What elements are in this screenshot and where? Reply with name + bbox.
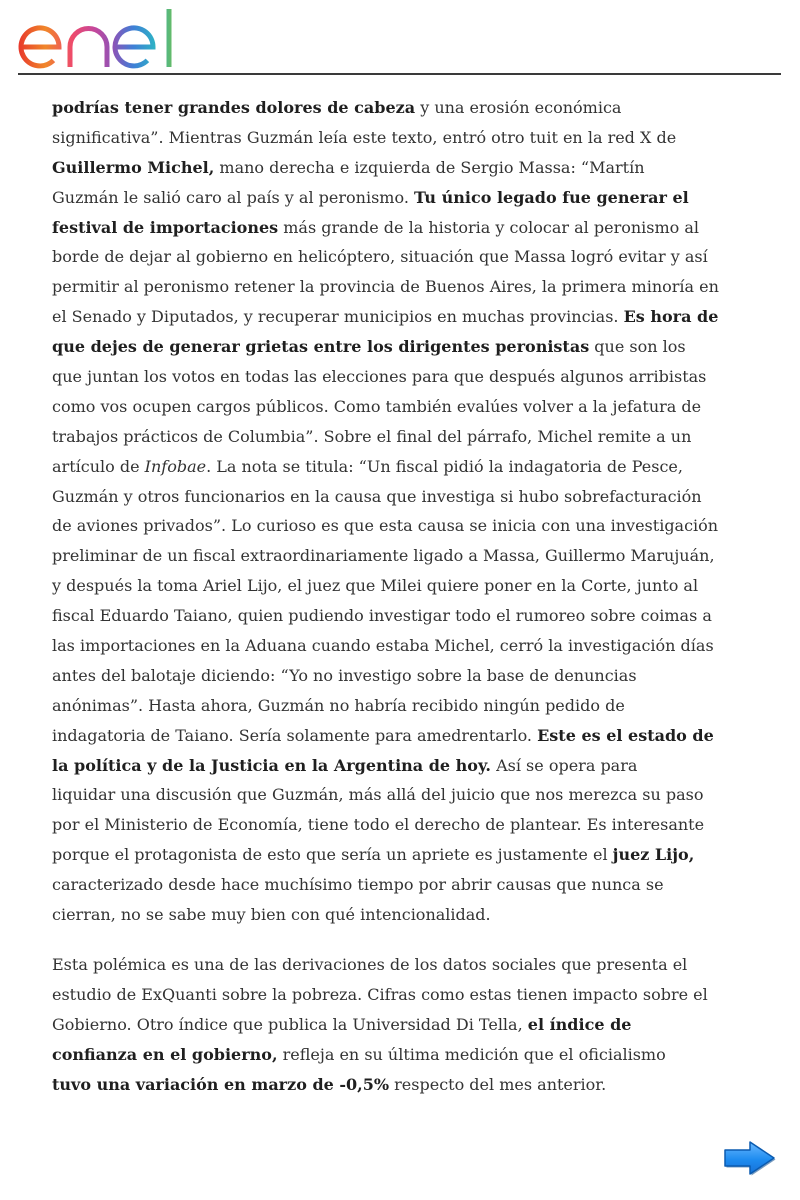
text-line — [52, 362, 706, 392]
text-line — [52, 571, 698, 601]
next-button[interactable] — [720, 1136, 780, 1180]
text-run: como vos ocupen cargos públicos. Como también evalúes volver a la jefatura de — [52, 396, 702, 416]
text-run: borde de dejar al gobierno en helicóptero, situación que Massa logró evitar y así — [52, 247, 708, 267]
bold-text: confianza en el gobierno, — [52, 1044, 278, 1064]
text-run: de aviones privados”. Lo curioso es que esta causa se inicia con una investigación — [52, 516, 719, 536]
text-line — [52, 840, 694, 870]
text-run: que son los — [589, 337, 686, 357]
text-run: preliminar de un fiscal extraordinariamente ligado a Massa, Guillermo Marujuán, — [52, 546, 715, 566]
text-line — [52, 482, 702, 512]
text-line — [52, 631, 714, 661]
article-paragraph — [52, 950, 764, 1099]
bold-text: el índice de — [527, 1014, 632, 1034]
text-line — [52, 751, 637, 781]
text-line — [52, 183, 689, 213]
bold-text: Tu único legado fue generar el — [413, 187, 689, 207]
text-line — [52, 452, 683, 482]
text-run: cierran, no se sabe muy bien con qué intencionalidad. — [52, 905, 491, 925]
text-run: artículo de — [52, 456, 145, 476]
italic-text: Infobae — [144, 456, 207, 476]
bold-text: podrías tener grandes dolores de cabeza — [52, 98, 416, 117]
text-line — [52, 1070, 606, 1100]
bold-text: la política y de la Justicia en la Argentina de hoy. — [52, 755, 491, 775]
text-run: más grande de la historia y colocar al peronismo al — [278, 217, 700, 237]
text-run: las importaciones en la Aduana cuando estaba Michel, cerró la investigación días — [52, 636, 714, 656]
text-line — [52, 870, 664, 900]
bold-text: tuvo una variación en marzo de -0,5% — [52, 1074, 390, 1094]
text-run: caracterizado desde hace muchísimo tiempo por abrir causas que nunca se — [52, 875, 664, 895]
text-line — [52, 93, 621, 123]
logo-letter-e — [21, 28, 59, 66]
text-line — [52, 601, 712, 631]
text-run: Esta polémica es una de las derivaciones de los datos sociales que presenta el — [52, 954, 688, 974]
text-line — [52, 123, 676, 153]
logo-letter-e — [115, 28, 153, 66]
arrow-right-icon — [720, 1136, 780, 1180]
text-run: permitir al peronismo retener la provincia de Buenos Aires, la primera minoría en — [52, 277, 719, 297]
text-run: anónimas”. Hasta ahora, Guzmán no habría recibido ningún pedido de — [52, 695, 625, 715]
text-line — [52, 332, 686, 362]
text-line — [52, 980, 708, 1010]
text-run: indagatoria de Taiano. Sería solamente para amedrentarlo. — [52, 725, 538, 745]
arrow-shape — [725, 1142, 774, 1174]
bold-text: Guillermo Michel, — [52, 157, 215, 177]
text-line — [52, 302, 718, 332]
bold-text: juez Lijo, — [612, 845, 695, 865]
article-body — [52, 93, 764, 1119]
header-divider — [18, 73, 781, 75]
text-run: trabajos prácticos de Columbia”. Sobre el final del párrafo, Michel remite a un — [52, 426, 692, 446]
text-run: Así se opera para — [491, 755, 638, 775]
text-run: significativa”. Mientras Guzmán leía este texto, entró otro tuit en la red X de — [52, 127, 677, 147]
text-line — [52, 213, 699, 243]
text-line — [52, 422, 691, 452]
text-line — [52, 153, 645, 183]
text-run: y después la toma Ariel Lijo, el juez que Milei quiere poner en la Corte, junto al — [52, 576, 699, 596]
text-line — [52, 272, 719, 302]
text-run: que juntan los votos en todas las elecciones para que después algunos arribistas — [52, 367, 707, 387]
text-run: fiscal Eduardo Taiano, quien pudiendo investigar todo el rumoreo sobre coimas a — [52, 606, 712, 626]
article-paragraph — [52, 93, 764, 930]
text-run: refleja en su última medición que el oficialismo — [277, 1044, 666, 1064]
enel-logo[interactable] — [12, 4, 188, 72]
text-run: . La nota se titula: “Un fiscal pidió la indagatoria de Pesce, — [206, 456, 683, 476]
logo-letter-n — [70, 29, 107, 67]
bold-text: Este es el estado de — [537, 725, 714, 745]
text-run: Guzmán y otros funcionarios en la causa que investiga si hubo sobrefacturación — [52, 486, 702, 506]
bold-text: Es hora de — [623, 307, 719, 327]
text-line — [52, 392, 701, 422]
text-line — [52, 900, 491, 930]
bold-text: que dejes de generar grietas entre los dirigentes peronistas — [52, 337, 590, 357]
text-line — [52, 541, 715, 571]
text-run: porque el protagonista de esto que sería un apriete es justamente el — [52, 845, 613, 865]
text-run: estudio de ExQuanti sobre la pobreza. Cifras como estas tienen impacto sobre el — [52, 984, 708, 1004]
logo-letters — [21, 9, 169, 67]
text-line — [52, 1040, 666, 1070]
text-run: antes del balotaje diciendo: “Yo no investigo sobre la base de denuncias — [52, 665, 637, 685]
text-run: Guzmán le salió caro al país y al peronismo. — [52, 187, 414, 207]
text-line — [52, 1010, 631, 1040]
text-line — [52, 721, 714, 751]
text-run: liquidar una discusión que Guzmán, más allá del juicio que nos merezca su paso — [52, 785, 704, 805]
text-run: respecto del mes anterior. — [389, 1074, 607, 1094]
text-run: por el Ministerio de Economía, tiene todo el derecho de plantear. Es interesante — [52, 815, 705, 835]
enel-logo-mark — [12, 4, 188, 72]
text-run: mano derecha e izquierda de Sergio Massa: “Martín — [214, 157, 645, 177]
site-header — [0, 0, 800, 76]
text-line — [52, 950, 687, 980]
bold-text: festival de importaciones — [52, 217, 279, 237]
text-run: y una erosión económica — [415, 98, 622, 117]
text-run: el Senado y Diputados, y recuperar municipios en muchas provincias. — [52, 307, 624, 327]
text-line — [52, 691, 625, 721]
text-line — [52, 780, 703, 810]
text-line — [52, 511, 718, 541]
text-line — [52, 661, 637, 691]
text-run: Gobierno. Otro índice que publica la Universidad Di Tella, — [52, 1014, 528, 1034]
text-line — [52, 810, 704, 840]
text-line — [52, 242, 708, 272]
